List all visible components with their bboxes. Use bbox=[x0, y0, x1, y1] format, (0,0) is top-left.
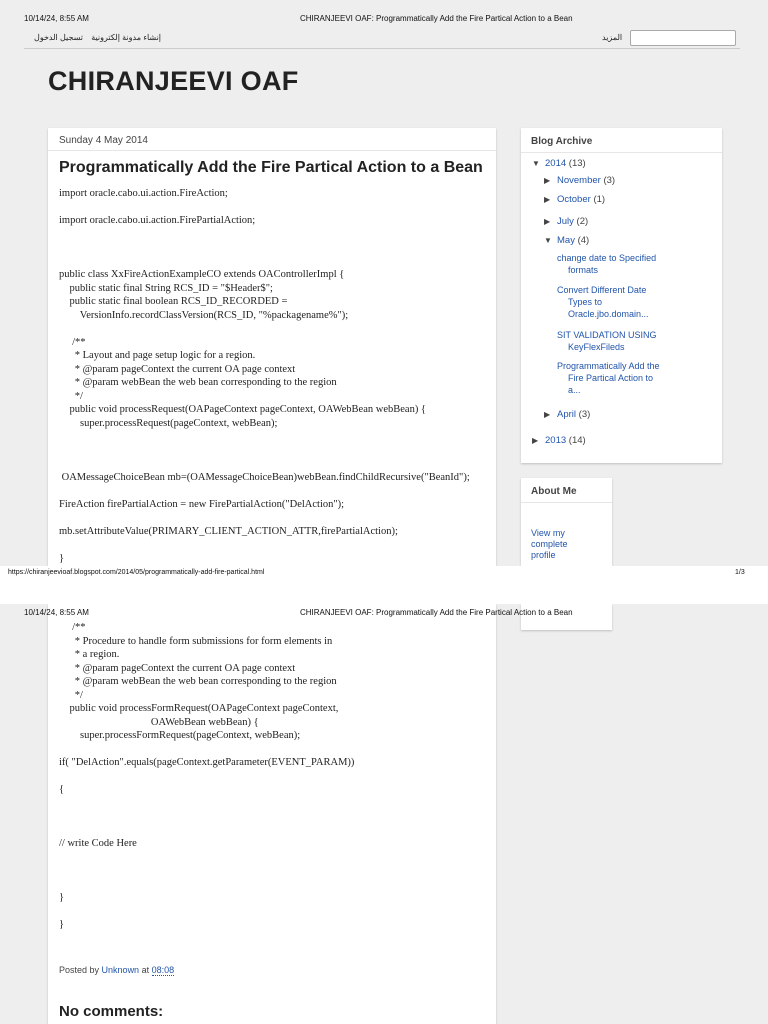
blog-title[interactable]: CHIRANJEEVI OAF bbox=[48, 66, 299, 96]
code-line bbox=[59, 906, 354, 920]
code-line bbox=[59, 811, 354, 825]
code-line bbox=[59, 323, 470, 337]
code-line: { bbox=[59, 784, 65, 795]
archive-post-link[interactable] bbox=[557, 252, 656, 276]
code-line: public void processFormRequest(OAPageContext pageContext, bbox=[59, 703, 339, 714]
expanded-triangle-icon[interactable]: ▼ bbox=[544, 236, 552, 245]
widget-divider bbox=[521, 152, 722, 153]
archive-month-label[interactable]: November bbox=[557, 175, 601, 186]
archive-post-line[interactable]: a... bbox=[568, 385, 581, 395]
archive-post-line[interactable]: Types to bbox=[568, 297, 603, 307]
code-line bbox=[59, 852, 354, 866]
code-line: } bbox=[59, 919, 65, 930]
archive-post-line[interactable]: formats bbox=[568, 265, 599, 275]
archive-year-label[interactable]: 2014 bbox=[545, 158, 567, 169]
archive-month-label[interactable]: April bbox=[557, 409, 577, 420]
archive-year-count: (13) bbox=[568, 158, 586, 169]
code-line: * @param pageContext the current OA page context bbox=[59, 662, 296, 674]
code-line: if( "DelAction".equals(pageContext.getParameter(EVENT_PARAM)) bbox=[59, 757, 355, 768]
code-line bbox=[59, 865, 354, 879]
code-line: import oracle.cabo.ui.action.FirePartialAction; bbox=[59, 215, 256, 226]
print-timestamp: 10/14/24, 8:55 AM bbox=[24, 14, 89, 23]
post-card bbox=[48, 128, 496, 566]
code-line: /** bbox=[59, 622, 86, 633]
code-line bbox=[59, 431, 470, 445]
comments-heading: No comments: bbox=[59, 1003, 164, 1020]
print-timestamp: 10/14/24, 8:55 AM bbox=[24, 608, 89, 617]
create-blog-link[interactable]: إنشاء مدونة إلكترونية bbox=[91, 33, 162, 42]
archive-post-link[interactable] bbox=[557, 329, 657, 353]
timestamp-link[interactable]: 08:08 bbox=[151, 965, 175, 975]
post-footer bbox=[59, 965, 174, 975]
code-line: OAWebBean webBean) { bbox=[59, 716, 259, 728]
archive-month-count: (1) bbox=[593, 194, 606, 205]
code-line: public static final boolean RCS_ID_RECORDED = bbox=[59, 296, 288, 307]
collapsed-triangle-icon[interactable]: ▶ bbox=[532, 436, 539, 445]
code-line bbox=[59, 458, 470, 472]
profile-link-line[interactable]: complete bbox=[531, 539, 568, 549]
code-line: */ bbox=[59, 390, 83, 402]
code-line: * Procedure to handle form submissions for form elements in bbox=[59, 635, 333, 647]
archive-post-line[interactable]: SIT VALIDATION USING bbox=[557, 330, 657, 340]
collapsed-triangle-icon[interactable]: ▶ bbox=[544, 195, 551, 204]
archive-month-count: (3) bbox=[578, 409, 591, 420]
code-line: public class XxFireActionExampleCO extends OAControllerImpl { bbox=[59, 269, 345, 280]
post-date: Sunday 4 May 2014 bbox=[59, 135, 148, 146]
archive-year-2013[interactable] bbox=[532, 435, 586, 446]
archive-post-line[interactable]: Fire Partical Action to bbox=[568, 373, 654, 383]
blogger-navbar bbox=[24, 30, 744, 48]
print-doc-title: CHIRANJEEVI OAF: Programmatically Add the Fire Partical Action to a Bean bbox=[300, 14, 573, 23]
print-url: https://chiranjeevioaf.blogspot.com/2014/05/programmatically-add-fire-partical.html bbox=[8, 569, 265, 576]
navbar-more-link[interactable]: المزيد bbox=[602, 33, 623, 42]
code-line: VersionInfo.recordClassVersion(RCS_ID, "%packagename%"); bbox=[59, 309, 349, 321]
code-line: // write Code Here bbox=[59, 838, 137, 849]
archive-month-may[interactable] bbox=[544, 235, 589, 246]
author-link[interactable]: Unknown bbox=[101, 965, 140, 975]
expanded-triangle-icon[interactable]: ▼ bbox=[532, 159, 540, 168]
code-line: /** bbox=[59, 336, 86, 348]
code-line bbox=[59, 825, 354, 839]
archive-month-november[interactable] bbox=[544, 175, 615, 186]
code-line bbox=[59, 242, 470, 256]
archive-year-label[interactable]: 2013 bbox=[545, 435, 567, 446]
code-line bbox=[59, 744, 354, 758]
code-line: public void processRequest(OAPageContext pageContext, OAWebBean webBean) { bbox=[59, 404, 426, 415]
code-line: * @param webBean the web bean corresponding to the region bbox=[59, 676, 337, 687]
profile-link-line[interactable]: profile bbox=[531, 550, 556, 560]
about-me-widget bbox=[521, 478, 612, 566]
print-doc-title: CHIRANJEEVI OAF: Programmatically Add the Fire Partical Action to a Bean bbox=[300, 608, 573, 617]
navbar-divider bbox=[24, 48, 740, 49]
archive-month-label[interactable]: July bbox=[557, 216, 574, 227]
code-line: import oracle.cabo.ui.action.FireAction; bbox=[59, 188, 228, 199]
post-title[interactable]: Programmatically Add the Fire Partical Action to a Bean bbox=[59, 159, 483, 176]
code-line bbox=[59, 512, 470, 526]
post-body-code bbox=[59, 188, 470, 566]
archive-post-line[interactable]: change date to Specified bbox=[557, 253, 657, 263]
archive-month-label[interactable]: May bbox=[557, 235, 575, 246]
code-line: * @param webBean the web bean corresponding to the region bbox=[59, 377, 337, 388]
at-label: at bbox=[141, 965, 150, 975]
code-line: FireAction firePartialAction = new FirePartialAction("DelAction"); bbox=[59, 498, 345, 510]
view-profile-link[interactable] bbox=[531, 528, 591, 561]
code-line bbox=[59, 539, 470, 553]
code-line bbox=[59, 229, 470, 243]
archive-post-line[interactable]: Oracle.jbo.domain... bbox=[568, 309, 649, 319]
archive-year-count: (14) bbox=[568, 435, 586, 446]
post-card-continued bbox=[48, 604, 496, 1024]
code-line bbox=[59, 798, 354, 812]
code-line: public static final String RCS_ID = "$Header$"; bbox=[59, 282, 273, 294]
profile-link-line[interactable]: View my bbox=[531, 528, 565, 538]
code-line: super.processFormRequest(pageContext, webBean); bbox=[59, 730, 301, 741]
code-line bbox=[59, 256, 470, 270]
archive-month-count: (3) bbox=[603, 175, 616, 186]
post-body-code bbox=[59, 622, 354, 933]
archive-post-line[interactable]: Convert Different Date bbox=[557, 285, 647, 295]
archive-month-label[interactable]: October bbox=[557, 194, 591, 205]
code-line: mb.setAttributeValue(PRIMARY_CLIENT_ACTION_ATTR,firePartialAction); bbox=[59, 525, 398, 537]
archive-year-2014[interactable] bbox=[532, 158, 586, 169]
sign-in-link[interactable]: تسجيل الدخول bbox=[34, 33, 83, 42]
code-line bbox=[59, 485, 470, 499]
code-line bbox=[59, 879, 354, 893]
code-line: * a region. bbox=[59, 649, 120, 660]
about-me-title: About Me bbox=[531, 486, 577, 497]
collapsed-triangle-icon[interactable]: ▶ bbox=[544, 217, 551, 226]
archive-month-count: (4) bbox=[577, 235, 590, 246]
widget-divider bbox=[521, 502, 612, 503]
code-line: * @param pageContext the current OA page context bbox=[59, 363, 296, 375]
posted-by-label: Posted by bbox=[59, 965, 100, 975]
print-page-number: 1/3 bbox=[735, 569, 745, 576]
blog-archive-title: Blog Archive bbox=[531, 136, 593, 147]
collapsed-triangle-icon[interactable]: ▶ bbox=[544, 176, 551, 185]
page-break bbox=[0, 566, 768, 604]
code-line: OAMessageChoiceBean mb=(OAMessageChoiceBean)webBean.findChildRecursive("BeanId"); bbox=[59, 471, 470, 483]
archive-post-link[interactable] bbox=[557, 360, 660, 396]
collapsed-triangle-icon[interactable]: ▶ bbox=[544, 410, 551, 419]
date-divider bbox=[48, 150, 496, 151]
archive-post-line[interactable]: Programmatically Add the bbox=[557, 361, 660, 371]
code-line: * Layout and page setup logic for a region. bbox=[59, 350, 256, 361]
archive-month-count: (2) bbox=[576, 216, 589, 227]
code-line bbox=[59, 445, 470, 459]
archive-post-link[interactable] bbox=[557, 284, 649, 320]
blog-archive-widget bbox=[521, 128, 722, 463]
navbar-links bbox=[34, 33, 167, 42]
code-line: } bbox=[59, 892, 65, 903]
code-line: super.processRequest(pageContext, webBean); bbox=[59, 417, 278, 429]
archive-month-october[interactable] bbox=[544, 194, 605, 205]
archive-month-april[interactable] bbox=[544, 409, 590, 420]
code-line bbox=[59, 202, 470, 216]
code-line: } bbox=[59, 552, 65, 564]
archive-post-line[interactable]: KeyFlexFileds bbox=[568, 342, 625, 352]
code-line bbox=[59, 771, 354, 785]
navbar-search-input[interactable] bbox=[630, 30, 736, 46]
print-page-2 bbox=[0, 604, 768, 1024]
archive-month-july[interactable] bbox=[544, 216, 588, 227]
code-line: */ bbox=[59, 689, 83, 701]
